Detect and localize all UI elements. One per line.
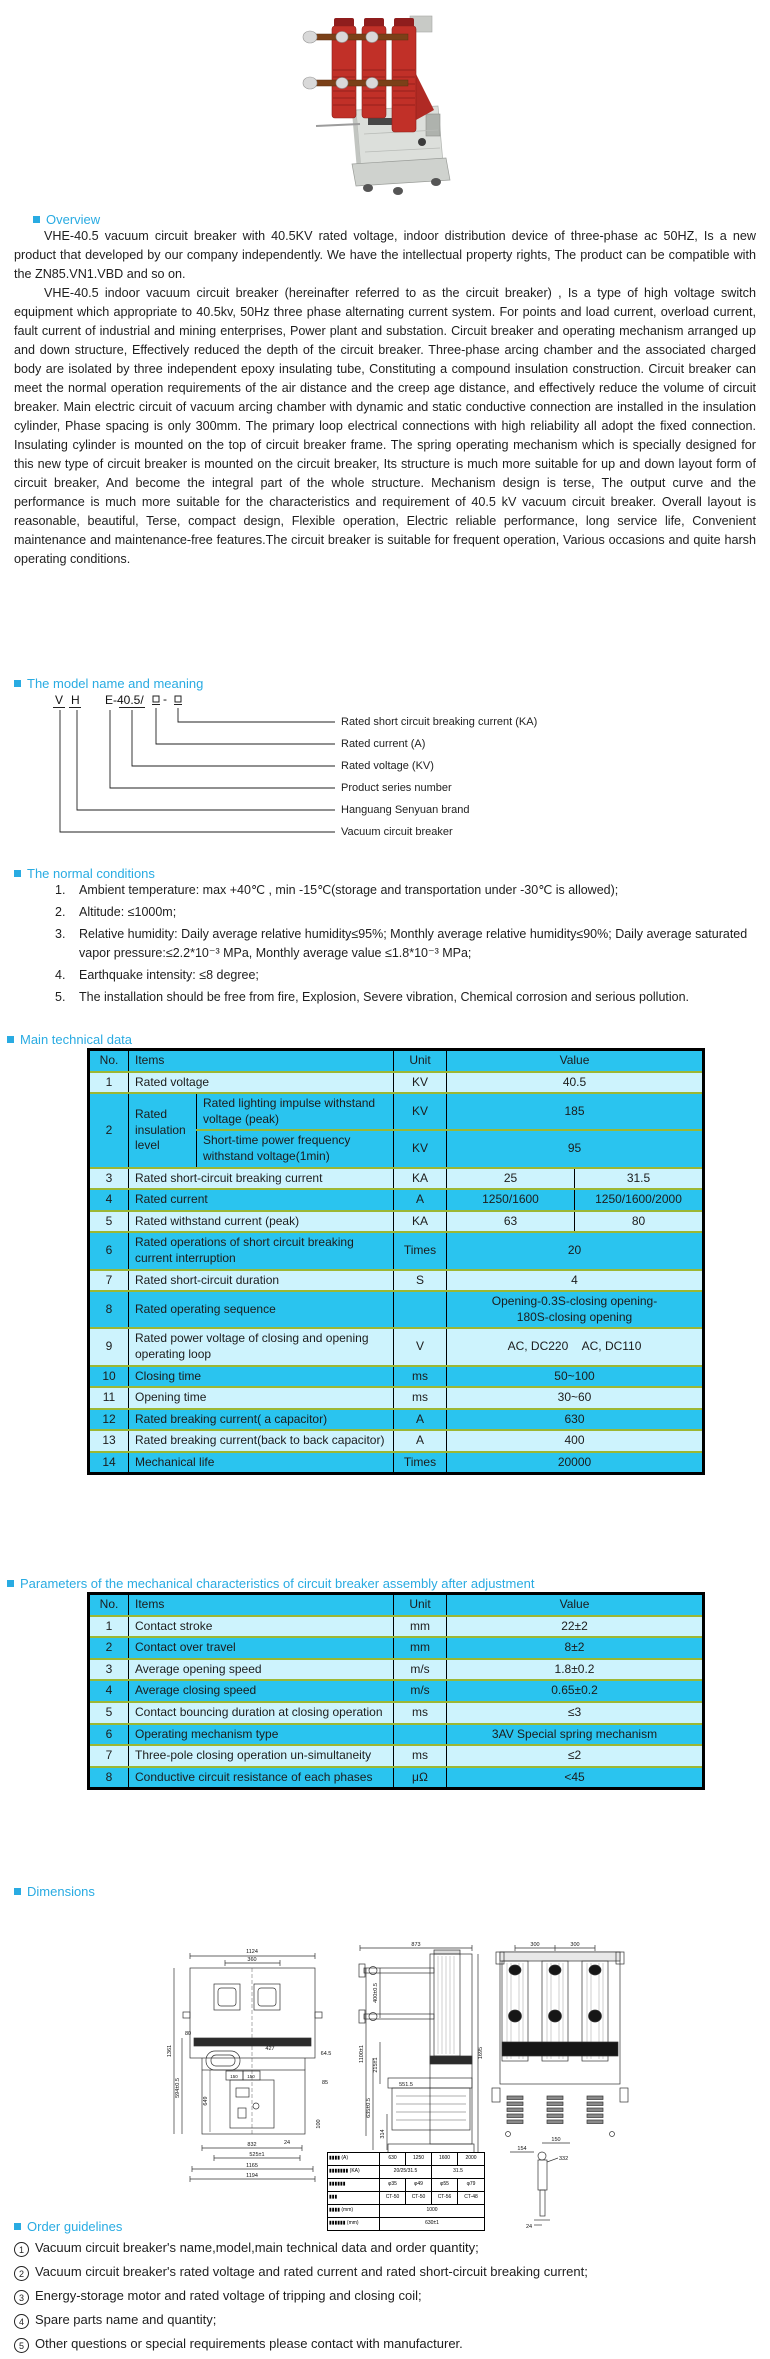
list-text: Relative humidity: Daily average relative humidity≤95%; Monthly average relative humidity≤90%; Daily average saturated vapor pressure:≤2.2*10⁻³ MPa, Monthly average value ≤1.8*10⁻³ MPa; — [79, 927, 748, 960]
cell: ▮▮▮▮▮▮ (mm) — [328, 2218, 380, 2231]
cell-value: 95 — [447, 1130, 704, 1167]
cell-unit: KV — [394, 1093, 447, 1130]
list-text: Other questions or special requirements please contact with manufacturer. — [35, 2336, 463, 2351]
side-view — [359, 1945, 478, 2164]
list-text: Altitude: ≤1000m; — [79, 905, 177, 919]
section-header-overview — [33, 212, 100, 227]
list-number: 3. — [55, 927, 66, 941]
dim-label: 332 — [559, 2156, 569, 2162]
normal-conditions-list — [55, 881, 755, 1010]
cell: 1250 — [406, 2153, 432, 2166]
list-number: 4. — [55, 968, 66, 982]
table-row — [89, 1328, 704, 1365]
cell-unit: A — [394, 1430, 447, 1452]
cell: 20/25/31.5 — [380, 2166, 432, 2179]
cell-value: 20000 — [447, 1452, 704, 1474]
dim-label: 594±0.5 — [175, 2078, 181, 2098]
cell-unit: Times — [394, 1232, 447, 1269]
cell-unit: KV — [394, 1072, 447, 1094]
dim-label: 150 — [247, 2074, 255, 2079]
list-item — [55, 925, 755, 963]
table-row — [89, 1616, 704, 1638]
bullet-square-icon — [7, 1580, 14, 1587]
cell-item: Average opening speed — [129, 1659, 394, 1681]
detail-view — [534, 2152, 558, 2225]
dim-label: 1165 — [246, 2163, 258, 2169]
table-row — [89, 1430, 704, 1452]
list-text: Ambient temperature: max +40℃ , min -15℃(storage and transportation under -30℃ is allowed); — [79, 883, 619, 897]
cell-unit: m/s — [394, 1659, 447, 1681]
dim-label: 215±1 — [373, 2057, 379, 2073]
header-cell: Items — [129, 1594, 394, 1616]
dim-label: 64.5 — [320, 2051, 332, 2057]
cell-value: 80 — [575, 1211, 704, 1233]
list-item — [14, 2312, 762, 2329]
placeholder-square-icon — [175, 696, 181, 702]
table-row — [89, 1745, 704, 1767]
circled-number-icon: 4 — [14, 2314, 29, 2329]
cell: CT-56 — [432, 2192, 458, 2205]
dim-label: 400±0.5 — [373, 1983, 379, 2003]
cell: ▮▮▮ — [328, 2192, 380, 2205]
model-code-v: V — [55, 693, 64, 707]
cell-item: Opening time — [129, 1387, 394, 1409]
dim-label: 1124 — [246, 1949, 258, 1955]
list-item — [14, 2240, 762, 2257]
overview-text — [14, 227, 756, 569]
dim-label: 635±0.5 — [366, 2098, 372, 2118]
table-row — [89, 1168, 704, 1190]
cell-no: 6 — [89, 1232, 129, 1269]
order-guidelines-list — [14, 2240, 762, 2359]
list-number: 1. — [55, 883, 66, 897]
cell-value: 1250/1600/2000 — [575, 1189, 704, 1211]
section-header-dimensions — [14, 1884, 95, 1899]
overview-paragraph: VHE-40.5 indoor vacuum circuit breaker (hereinafter referred to as the circuit breaker) , Is a type of high voltage switch equipment which appropriate to 40.5kv, 50Hz three phase alternating current system. For points and load current, overload current, fault current of industrial and mining enterprises, Power plant and substation. Circuit breaker and operating mechanism arranged up and down structure, Effectively reduced the depth of the circuit breaker. Three-phase arcing chamber and the associated charged body are isolated by three independent epoxy insulating tube, Constituting a compound insulation construction. Circuit breaker can meet the normal operation requirements of the air distance and the creep age distance, and effectively reduce the volume of circuit breaker. Main electric circuit of vacuum arcing chamber with dynamic and static conductive connection are installed in the insulation cylinder, Phase spacing is only 300mm. The primary loop electrical connections with high reliability all adopt the fixed connection. Insulating cylinder is mounted on the top of circuit breaker frame. The spring operating mechanism which is specially designed for this new type of circuit breaker is mounted on the circuit breaker, Its structure is much more suitable for up and down layout form of circuit breaker, And become the integral part of the whole structure. Mechanism design is terse, The output curve and the performance is much more suitable for the characteristics and requirement of 40.5 kV vacuum circuit breaker. Overall layout is reasonable, beautiful, Terse, compact design, Flexible operation, Electric reliable performance, long service life, Convenient maintenance and maintenance-free features.The circuit breaker is suitable for frequent operation, Various occasions and quite harsh operating conditions. — [14, 286, 756, 566]
bullet-square-icon — [14, 1888, 21, 1895]
list-text: The installation should be free from fire, Explosion, Severe vibration, Chemical corrosion and serious pollution. — [79, 990, 690, 1004]
table-header-row — [89, 1594, 704, 1616]
model-meaning-diagram — [35, 692, 595, 848]
dimension-spec-table — [327, 2152, 485, 2231]
cell-no: 10 — [89, 1366, 129, 1388]
dim-label: 85 — [321, 2080, 329, 2086]
list-text: Earthquake intensity: ≤8 degree; — [79, 968, 259, 982]
model-label: Rated short circuit breaking current (KA) — [341, 716, 538, 728]
cell-item: Operating mechanism type — [129, 1724, 394, 1746]
cell: 1000 — [380, 2205, 485, 2218]
section-header-main-data — [7, 1032, 132, 1047]
model-label: Product series number — [341, 782, 452, 794]
dim-label: 150 — [551, 2137, 561, 2143]
bullet-square-icon — [14, 680, 21, 687]
dim-label: 832 — [247, 2142, 257, 2148]
list-text: Vacuum circuit breaker's name,model,main technical data and order quantity; — [35, 2240, 479, 2255]
cell-unit: mm — [394, 1616, 447, 1638]
cell-no: 6 — [89, 1724, 129, 1746]
header-cell: Value — [447, 1594, 704, 1616]
dim-label: 80 — [184, 2031, 192, 2037]
cell-unit: A — [394, 1409, 447, 1431]
cell-value: 185 — [447, 1093, 704, 1130]
table-row — [89, 1291, 704, 1328]
cell-item: Three-pole closing operation un-simultaneity — [129, 1745, 394, 1767]
header-cell: Value — [447, 1050, 704, 1072]
list-item — [55, 903, 755, 922]
table-row — [89, 1093, 704, 1130]
cell-unit: mm — [394, 1637, 447, 1659]
cell: ▮▮▮▮ (mm) — [328, 2205, 380, 2218]
cell-no: 3 — [89, 1659, 129, 1681]
dim-label: 150 — [230, 2074, 238, 2079]
cell-no: 1 — [89, 1616, 129, 1638]
cell-value: <45 — [447, 1767, 704, 1789]
cell-unit: ms — [394, 1745, 447, 1767]
cell-no: 8 — [89, 1767, 129, 1789]
product-photo — [298, 14, 463, 206]
dim-label: 1361 — [167, 2044, 173, 2058]
cell-item: Conductive circuit resistance of each phases — [129, 1767, 394, 1789]
table-row — [89, 1270, 704, 1292]
list-item — [55, 988, 755, 1007]
table-row — [328, 2192, 485, 2205]
header-cell: Unit — [394, 1594, 447, 1616]
rear-view — [492, 1945, 628, 2152]
dim-label: 1695 — [478, 2046, 484, 2060]
cell-unit: μΩ — [394, 1767, 447, 1789]
cell-value: 50~100 — [447, 1366, 704, 1388]
cell-value: 40.5 — [447, 1072, 704, 1094]
cell: CT-50 — [406, 2192, 432, 2205]
cell-item: Rated insulation level — [129, 1093, 197, 1167]
cell-no: 14 — [89, 1452, 129, 1474]
table-row — [89, 1452, 704, 1474]
circled-number-icon: 2 — [14, 2266, 29, 2281]
cell: φ49 — [406, 2179, 432, 2192]
table-row — [328, 2218, 485, 2231]
cell-unit: ms — [394, 1387, 447, 1409]
cell-item: Contact bouncing duration at closing operation — [129, 1702, 394, 1724]
cell: ▮▮▮▮ (A) — [328, 2153, 380, 2166]
cell-subitem: Short-time power frequency withstand voltage(1min) — [197, 1130, 394, 1167]
cell-unit: ms — [394, 1702, 447, 1724]
table-row — [89, 1637, 704, 1659]
cell-item: Closing time — [129, 1366, 394, 1388]
cell-no: 5 — [89, 1702, 129, 1724]
cell-item: Rated power voltage of closing and opening operating loop — [129, 1328, 394, 1365]
cell: φ35 — [380, 2179, 406, 2192]
cell-unit: KA — [394, 1211, 447, 1233]
table-row — [328, 2166, 485, 2179]
header-cell: No. — [89, 1050, 129, 1072]
section-title-overview: Overview — [46, 212, 101, 227]
table-row — [89, 1232, 704, 1269]
cell: CT-48 — [458, 2192, 485, 2205]
cell-value: 0.65±0.2 — [447, 1680, 704, 1702]
list-text: Vacuum circuit breaker's rated voltage and rated current and rated short-circuit breaking current; — [35, 2264, 588, 2279]
cell: 630±1 — [380, 2218, 485, 2231]
section-header-model — [14, 676, 203, 691]
cell: ▮▮▮▮▮▮ — [328, 2179, 380, 2192]
table-row — [328, 2179, 485, 2192]
cell-no: 2 — [89, 1637, 129, 1659]
cell-unit: ms — [394, 1366, 447, 1388]
cell-unit: V — [394, 1328, 447, 1365]
cell-subitem: Rated lighting impulse withstand voltage (peak) — [197, 1093, 394, 1130]
circled-number-icon: 3 — [14, 2290, 29, 2305]
overview-paragraph: VHE-40.5 vacuum circuit breaker with 40.5KV rated voltage, indoor distribution device of three-phase ac 50HZ, Is a new product that developed by our company independently. We have the intellectual property rights, The product can be compatible with the ZN85.VN1.VBD and so on. — [14, 229, 756, 281]
cell: φ55 — [432, 2179, 458, 2192]
cell: φ79 — [458, 2179, 485, 2192]
cell-value: 1250/1600 — [447, 1189, 575, 1211]
cell-unit: A — [394, 1189, 447, 1211]
cell: ▮▮▮▮▮▮▮ (KA) — [328, 2166, 380, 2179]
cell-unit: m/s — [394, 1680, 447, 1702]
section-title-main-data: Main technical data — [20, 1032, 133, 1047]
table-row — [89, 1680, 704, 1702]
dim-label: 24 — [526, 2224, 533, 2230]
model-code-h: H — [71, 693, 80, 707]
header-cell: Unit — [394, 1050, 447, 1072]
placeholder-square-icon — [153, 696, 159, 702]
cell-item: Rated operations of short circuit breaking current interruption — [129, 1232, 394, 1269]
dim-label: 525±1 — [249, 2152, 265, 2158]
dim-label: 551.5 — [399, 2082, 413, 2088]
section-header-conditions — [14, 866, 155, 881]
dim-label: 360 — [247, 1957, 257, 1963]
table-row — [89, 1189, 704, 1211]
cell-item: Rated breaking current( a capacitor) — [129, 1409, 394, 1431]
cell-unit: KA — [394, 1168, 447, 1190]
list-item — [55, 881, 755, 900]
cell-no: 7 — [89, 1745, 129, 1767]
model-code-series: E-40.5/ — [105, 693, 144, 707]
cell-no: 2 — [89, 1093, 129, 1167]
cell-item: Rated withstand current (peak) — [129, 1211, 394, 1233]
cell: 630 — [380, 2153, 406, 2166]
cell: 1600 — [432, 2153, 458, 2166]
cell: 31.5 — [432, 2166, 485, 2179]
cell-value: 3AV Special spring mechanism — [447, 1724, 704, 1746]
cell-item: Contact over travel — [129, 1637, 394, 1659]
dim-label: 300 — [530, 1942, 540, 1948]
cell-no: 7 — [89, 1270, 129, 1292]
cell-unit — [394, 1724, 447, 1746]
dim-label: 1100±1 — [359, 2045, 365, 2063]
list-item — [14, 2336, 762, 2353]
list-item — [14, 2288, 762, 2305]
table-row — [89, 1659, 704, 1681]
list-number: 2. — [55, 905, 66, 919]
table-row — [89, 1767, 704, 1789]
cell-no: 13 — [89, 1430, 129, 1452]
cell-item: Rated voltage — [129, 1072, 394, 1094]
cell-value: AC, DC220 AC, DC110 — [447, 1328, 704, 1365]
section-title-order: Order guidelines — [27, 2219, 123, 2234]
model-label: Rated voltage (KV) — [341, 760, 434, 772]
cell-value: 8±2 — [447, 1637, 704, 1659]
section-title-dimensions: Dimensions — [27, 1884, 95, 1899]
cell-no: 4 — [89, 1680, 129, 1702]
cell-item: Mechanical life — [129, 1452, 394, 1474]
cell-unit: S — [394, 1270, 447, 1292]
cell-value: Opening-0.3S-closing opening-180S-closing opening — [447, 1291, 704, 1328]
cell-unit: KV — [394, 1130, 447, 1167]
bullet-square-icon — [33, 216, 40, 223]
dim-label: 873 — [411, 1942, 421, 1948]
circled-number-icon: 1 — [14, 2242, 29, 2257]
table-row — [328, 2153, 485, 2166]
section-header-order — [14, 2219, 122, 2234]
header-cell: No. — [89, 1594, 129, 1616]
cell-item: Rated short-circuit breaking current — [129, 1168, 394, 1190]
cell: CT-50 — [380, 2192, 406, 2205]
cell-value: 30~60 — [447, 1387, 704, 1409]
main-technical-data-table — [87, 1048, 705, 1475]
model-label: Hanguang Senyuan brand — [341, 804, 470, 816]
model-label: Rated current (A) — [341, 738, 426, 750]
cell-item: Rated breaking current(back to back capacitor) — [129, 1430, 394, 1452]
dim-label: 314 — [380, 2129, 386, 2139]
bullet-square-icon — [7, 1036, 14, 1043]
section-title-mech: Parameters of the mechanical characteristics of circuit breaker assembly after adjustment — [20, 1576, 535, 1591]
table-row — [89, 1724, 704, 1746]
section-title-model: The model name and meaning — [27, 676, 204, 691]
cell-no: 1 — [89, 1072, 129, 1094]
cell-item: Rated short-circuit duration — [129, 1270, 394, 1292]
cell-value: 400 — [447, 1430, 704, 1452]
list-text: Energy-storage motor and rated voltage of tripping and closing coil; — [35, 2288, 422, 2303]
cell-no: 12 — [89, 1409, 129, 1431]
table-row — [89, 1409, 704, 1431]
cell-value: 25 — [447, 1168, 575, 1190]
list-item — [55, 966, 755, 985]
table-row — [89, 1702, 704, 1724]
model-code-dash: - — [163, 692, 167, 706]
cell-item: Average closing speed — [129, 1680, 394, 1702]
cell-no: 11 — [89, 1387, 129, 1409]
cell-no: 8 — [89, 1291, 129, 1328]
mechanical-characteristics-table — [87, 1592, 705, 1790]
cell-unit — [394, 1291, 447, 1328]
table-row — [89, 1366, 704, 1388]
cell-value: 630 — [447, 1409, 704, 1431]
table-header-row — [89, 1050, 704, 1072]
dim-label: 154 — [517, 2146, 527, 2152]
list-item — [14, 2264, 762, 2281]
cell-unit: Times — [394, 1452, 447, 1474]
table-row — [89, 1387, 704, 1409]
cell-no: 4 — [89, 1189, 129, 1211]
cell-value: 31.5 — [575, 1168, 704, 1190]
dim-label: 300 — [570, 1942, 580, 1948]
table-row — [89, 1072, 704, 1094]
dim-label: 649 — [203, 2096, 209, 2106]
table-row — [328, 2205, 485, 2218]
cell-value: 20 — [447, 1232, 704, 1269]
cell-value: ≤2 — [447, 1745, 704, 1767]
cell-value: 63 — [447, 1211, 575, 1233]
section-header-mech — [7, 1576, 534, 1591]
dim-label: 427 — [265, 2046, 275, 2052]
model-label: Vacuum circuit breaker — [341, 826, 453, 838]
cell-value: 1.8±0.2 — [447, 1659, 704, 1681]
cell-item: Rated current — [129, 1189, 394, 1211]
bullet-square-icon — [14, 870, 21, 877]
dim-label: 100 — [316, 2119, 322, 2129]
list-number: 5. — [55, 990, 66, 1004]
header-cell: Items — [129, 1050, 394, 1072]
cell-value: ≤3 — [447, 1702, 704, 1724]
bullet-square-icon — [14, 2223, 21, 2230]
section-title-conditions: The normal conditions — [27, 866, 155, 881]
list-text: Spare parts name and quantity; — [35, 2312, 217, 2327]
cell-no: 3 — [89, 1168, 129, 1190]
cell-no: 5 — [89, 1211, 129, 1233]
table-row — [89, 1211, 704, 1233]
cell-value: 22±2 — [447, 1616, 704, 1638]
dim-label: 1194 — [246, 2173, 258, 2179]
cell-value: 4 — [447, 1270, 704, 1292]
cell: 2000 — [458, 2153, 485, 2166]
cell-no: 9 — [89, 1328, 129, 1365]
circled-number-icon: 5 — [14, 2338, 29, 2353]
cell-item: Rated operating sequence — [129, 1291, 394, 1328]
dim-label: 24 — [283, 2140, 291, 2146]
cell-item: Contact stroke — [129, 1616, 394, 1638]
